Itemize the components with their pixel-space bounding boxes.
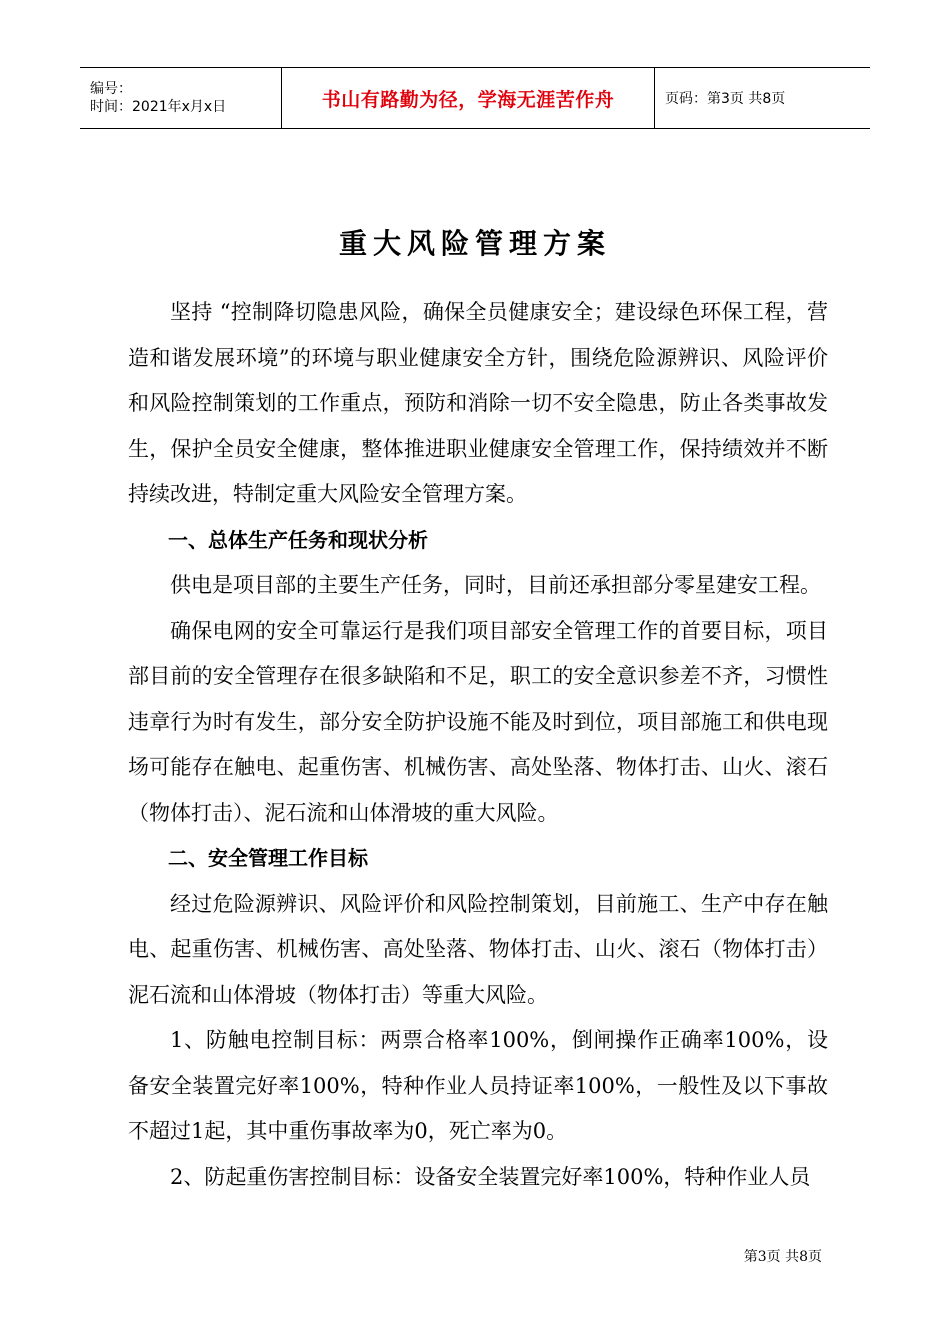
document-date: 时间：2021年x月x日 [90, 99, 227, 115]
target-item-1: 1、防触电控制目标：两票合格率100%，倒闸操作正确率100%，设备安全装置完好率100%，特种作业人员持证率100%，一般性及以下事故不超过1起，其中重伤事故率为0，死亡率为0。 [128, 1028, 828, 1143]
page-header [80, 67, 870, 129]
header-motto: 书山有路勤为径，学海无涯苦作舟 [321, 88, 615, 111]
page-footer: 第3页 共8页 [743, 1249, 822, 1265]
body-paragraph: 确保电网的安全可靠运行是我们项目部安全管理工作的首要目标，项目部目前的安全管理存在很多缺陷和不足，职工的安全意识参差不齐，习惯性违章行为时有发生，部分安全防护设施不能及时到位，项目部施工和供电现场可能存在触电、起重伤害、机械伤害、高处坠落、物体打击、山火、滚石（物体打击）、泥石流和山体滑坡的重大风险。 [128, 618, 828, 825]
body-paragraph: 供电是项目部的主要生产任务，同时，目前还承担部分零星建安工程。 [170, 573, 821, 597]
document-body [128, 290, 828, 1200]
target-item-2: 2、防起重伤害控制目标：设备安全装置完好率100%，特种作业人员 [170, 1164, 811, 1189]
header-meta [80, 68, 282, 128]
section-heading-2: 二、安全管理工作目标 [168, 846, 368, 870]
header-motto-cell [282, 68, 655, 128]
section-heading-1: 一、总体生产任务和现状分析 [168, 527, 428, 552]
header-page-info [655, 68, 870, 128]
document-number-label: 编号： [90, 81, 132, 97]
body-paragraph: 经过危险源辨识、风险评价和风险控制策划，目前施工、生产中存在触电、起重伤害、机械伤害、高处坠落、物体打击、山火、滚石（物体打击）泥石流和山体滑坡（物体打击）等重大风险。 [128, 891, 828, 1007]
page-number-info: 页码：第3页 共8页 [665, 91, 786, 107]
document-title: 重大风险管理方案 [338, 227, 611, 260]
intro-paragraph: 坚持 “控制降切隐患风险，确保全员健康安全；建设绿色环保工程，营造和谐发展环境”的环境与职业健康安全方针，围绕危险源辨识、风险评价和风险控制策划的工作重点，预防和消除一切不安全隐患，防止各类事故发生，保护全员安全健康，整体推进职业健康安全管理工作，保持绩效并不断持续改进，特制定重大风险安全管理方案。 [128, 300, 828, 506]
